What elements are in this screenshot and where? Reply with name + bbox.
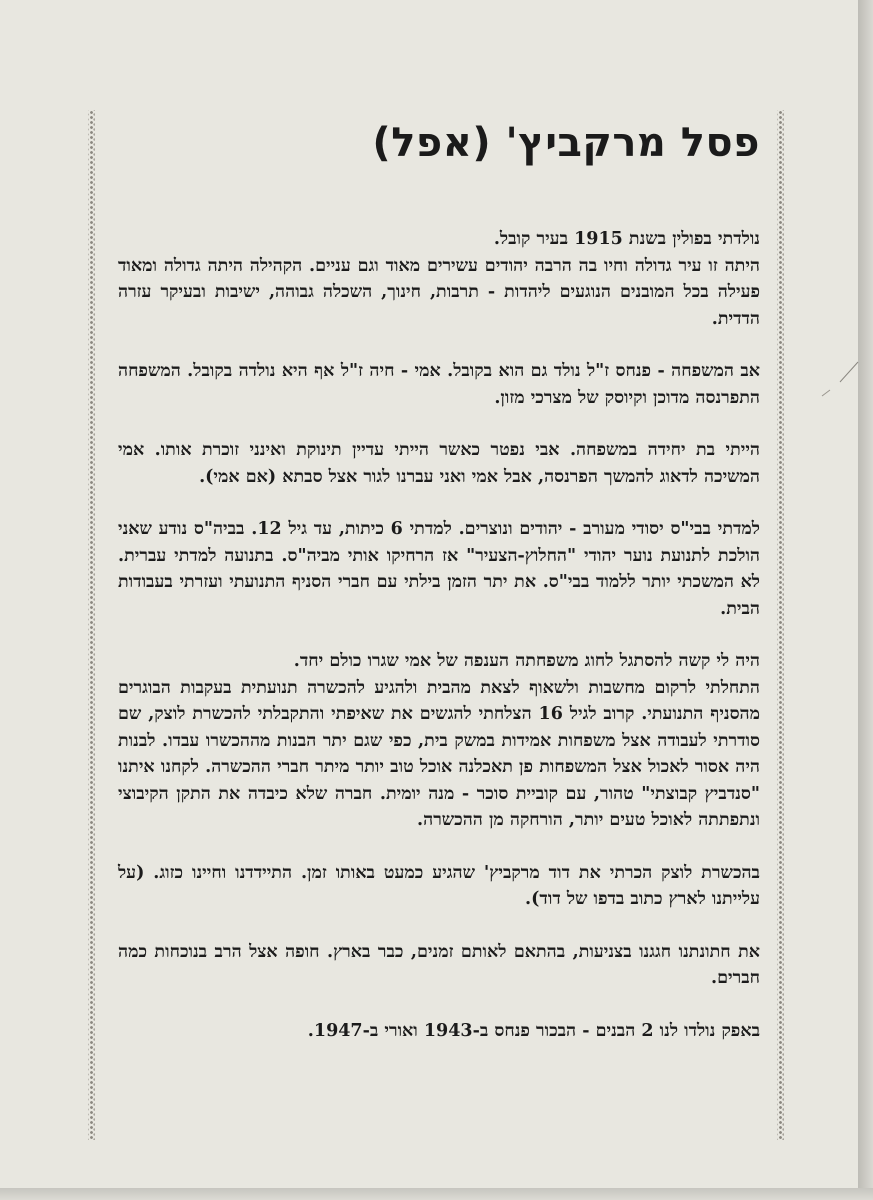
paragraph-david [118,860,760,913]
paragraph-hachshara [118,648,760,834]
paragraph-line: באפק נולדו לנו 2 הבנים - הבכור פנחס ב-1943 ואורי ב-1947. [307,1020,760,1041]
paragraph-childhood [118,437,760,490]
paragraph-line: את חתונתנו חגגנו בצניעות, בהתאם לאותם זמנים, כבר בארץ. חופה אצל הרב בנוכחות כמה חברים. [118,941,760,988]
paragraph-line: התחלתי לרקום מחשבות ולשאוף לצאת מהבית ולהגיע להכשרה תנועתית בעקבות הבוגרים מהסניף התנועתי. קרוב לגיל 16 הצלחתי להגשים את שאיפתי והתקבלתי להכשרת לוצק, שם סודרתי לעבודה אצל משפחות אמידות במשק בית, כפי שגם יתר הבנות מההכשרו עבדו. לבנות היה אסור לאכול אצל המשפחות פן תאכלנה אוכל טוב יותר מיתר חברי ההכשרה. לקחנו איתנו "סנדביץ קבוצתי" טהור, עם קוביית סוכר - מנה יומית. חברה שלא כיבדה את התקן הקיבוצי ונתפתתה לאוכל טעים יותר, הורחקה מן ההכשרה. [118,677,760,830]
paragraph-family [118,358,760,411]
paragraph-line: היה לי קשה להסתגל לחוג משפחתה הענפה של אמי שגרו כולם יחד. [293,651,760,671]
paragraph-school [118,516,760,622]
decorative-border-left [88,110,95,1140]
scan-edge-right [858,0,873,1200]
paragraph-line: היתה זו עיר גדולה וחיו בה הרבה יהודים עשירים מאוד וגם עניים. הקהילה היתה גדולה ומאוד פעילה בכל המובנים הנוגעים ליהדות - תרבות, חינוך, השכלה גבוהה, ישיבות ובעיקר עזרה הדדית. [118,255,760,329]
paragraph-line: למדתי בבי"ס יסודי מעורב - יהודים ונוצרים. למדתי 6 כיתות, עד גיל 12. בביה"ס נודע שאני הולכת לתנועת נוער יהודי "החלוץ-הצעיר" אז הרחיקו אותי מביה"ס. בתנועה למדתי עברית. לא המשכתי יותר ללמוד בבי"ס. את יתר הזמן בילתי עם חברי הסניף התנועתי ועזרתי בעבודות הבית. [118,519,760,619]
document-body [118,120,760,1070]
paragraph-children [118,1018,760,1045]
paragraph-line: אב המשפחה - פנחס ז"ל נולד גם הוא בקובל. אמי - חיה ז"ל אף היא נולדה בקובל. המשפחה התפרנסה מדוכן וקיוסק של מצרכי מזון. [118,361,760,408]
page-title: פסל מרקביץ' (אפל) [372,120,760,166]
scan-edge-bottom [0,1188,873,1200]
paragraph-line: בהכשרת לוצק הכרתי את דוד מרקביץ' שהגיע כמעט באותו זמן. התיידדנו וחיינו כזוג. (על עלייתנו לארץ כתוב בדפו של דוד). [118,862,760,909]
paragraph-line: הייתי בת יחידה במשפחה. אבי נפטר כאשר הייתי עדיין תינוקת ואינני זוכרת אותו. אמי המשיכה לדאוג להמשך הפרנסה, אבל אמי ואני עברנו לגור אצל סבתא (אם אמי). [118,440,760,487]
pen-marks [800,360,860,400]
paragraph-wedding [118,939,760,992]
paragraph-line: נולדתי בפולין בשנת 1915 בעיר קובל. [493,229,760,249]
decorative-border-right [777,110,784,1140]
paragraph-birth [118,226,760,332]
